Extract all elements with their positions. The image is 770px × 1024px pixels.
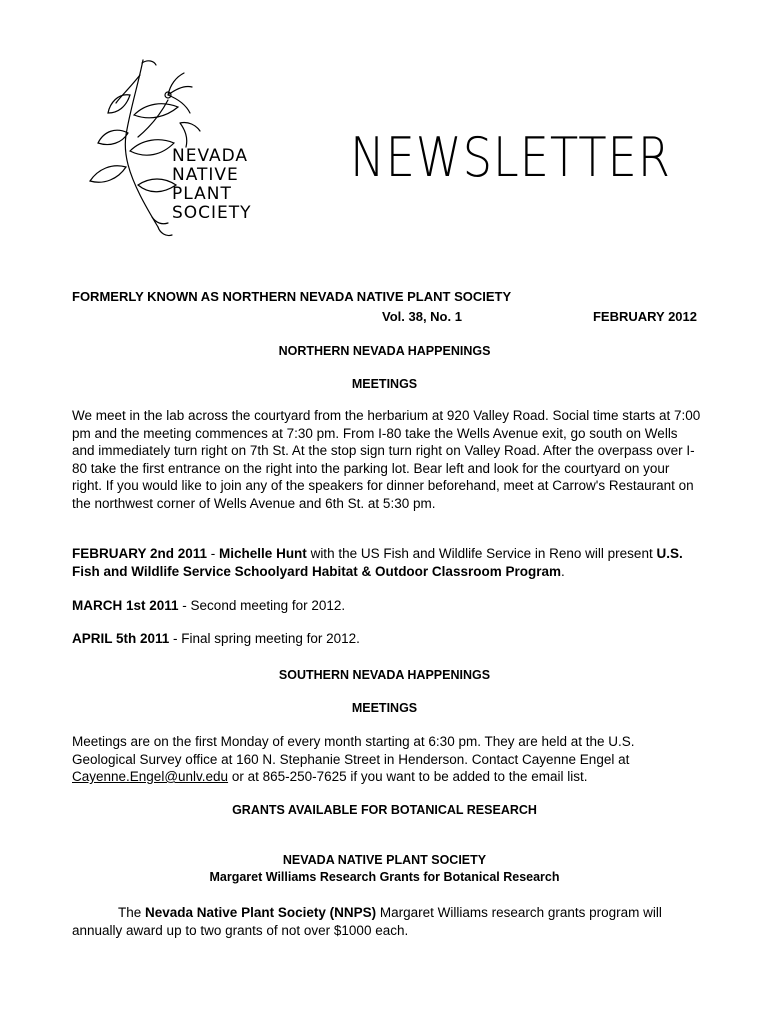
masthead-title: NEWSLETTER xyxy=(350,126,671,189)
feb-dash: - xyxy=(207,546,220,561)
nnps-logo xyxy=(68,55,252,245)
mar-meeting-paragraph xyxy=(72,597,702,615)
north-meetings-heading: MEETINGS xyxy=(351,377,418,391)
logo-line-1: NEVADA xyxy=(172,146,249,166)
feb-date: FEBRUARY 2nd 2011 xyxy=(72,546,208,561)
feb-text: with the US Fish and Wildlife Service in Reno will present xyxy=(306,546,657,561)
south-text: Meetings are on the first Monday of every month starting at 6:30 pm. They are held at the U.S. Geological Survey office at 160 N. Stephanie Street in Henderson. Contact Cayenne Engel at xyxy=(72,734,635,767)
apr-date: APRIL 5th 2011 xyxy=(72,631,170,646)
mar-date: MARCH 1st 2011 xyxy=(72,598,179,613)
grants-text: Margaret Williams research grants program will annually award up to two grants of not over $1000 each. xyxy=(72,905,662,938)
feb-end: . xyxy=(560,563,565,579)
logo-line-4: SOCIETY xyxy=(172,203,252,223)
grants-paragraph xyxy=(72,904,702,939)
issue-line xyxy=(72,308,697,326)
north-heading: NORTHERN NEVADA HAPPENINGS xyxy=(278,344,491,358)
apr-text: - Final spring meeting for 2012. xyxy=(169,631,360,646)
email-link[interactable]: Cayenne.Engel@unlv.edu xyxy=(72,769,229,784)
mar-text: - Second meeting for 2012. xyxy=(178,598,346,613)
volume-number: Vol. 38, No. 1 xyxy=(382,309,462,324)
issue-date: FEBRUARY 2012 xyxy=(592,309,697,324)
south-text-2: or at 865-250-7625 if you want to be added to the email list. xyxy=(228,769,588,784)
grants-org: NEVADA NATIVE PLANT SOCIETY xyxy=(282,853,487,867)
grants-heading: GRANTS AVAILABLE FOR BOTANICAL RESEARCH xyxy=(232,803,537,817)
logo-line-2: NATIVE xyxy=(172,165,239,185)
north-intro-paragraph: We meet in the lab across the courtyard from the herbarium at 920 Valley Road. Social time starts at 7:00 pm and the meeting commences at 7:30 pm. From I-80 take the Wells Avenue exit, go south on Wells and immediately turn right on 7th St. At the stop sign turn right on Valley Road. After the overpass over I-80 take the first entrance on the right into the parking lot. Bear left and look for the courtyard on your right. If you would like to join any of the speakers for dinner beforehand, meet at Carrow's Restaurant on the northwest corner of Wells Avenue and 6th St. at 5:30 pm. xyxy=(72,408,701,511)
feb-speaker: Michelle Hunt xyxy=(219,546,307,561)
south-meetings-heading: MEETINGS xyxy=(351,701,418,715)
south-heading: SOUTHERN NEVADA HAPPENINGS xyxy=(278,668,491,682)
feb-program: U.S. Fish and Wildlife Service Schoolyard Habitat & Outdoor Classroom Program xyxy=(72,546,683,579)
grants-org-name: Nevada Native Plant Society (NNPS) xyxy=(145,905,377,920)
grants-lead: The xyxy=(118,905,146,920)
formerly-known-line: FORMERLY KNOWN AS NORTHERN NEVADA NATIVE PLANT SOCIETY xyxy=(72,289,512,304)
logo-wordmark xyxy=(172,147,252,223)
grants-program-title: Margaret Williams Research Grants for Botanical Research xyxy=(209,870,560,884)
logo-line-3: PLANT xyxy=(172,184,232,204)
apr-meeting-paragraph xyxy=(72,630,702,648)
south-paragraph xyxy=(72,733,702,786)
feb-meeting-paragraph xyxy=(72,545,702,580)
